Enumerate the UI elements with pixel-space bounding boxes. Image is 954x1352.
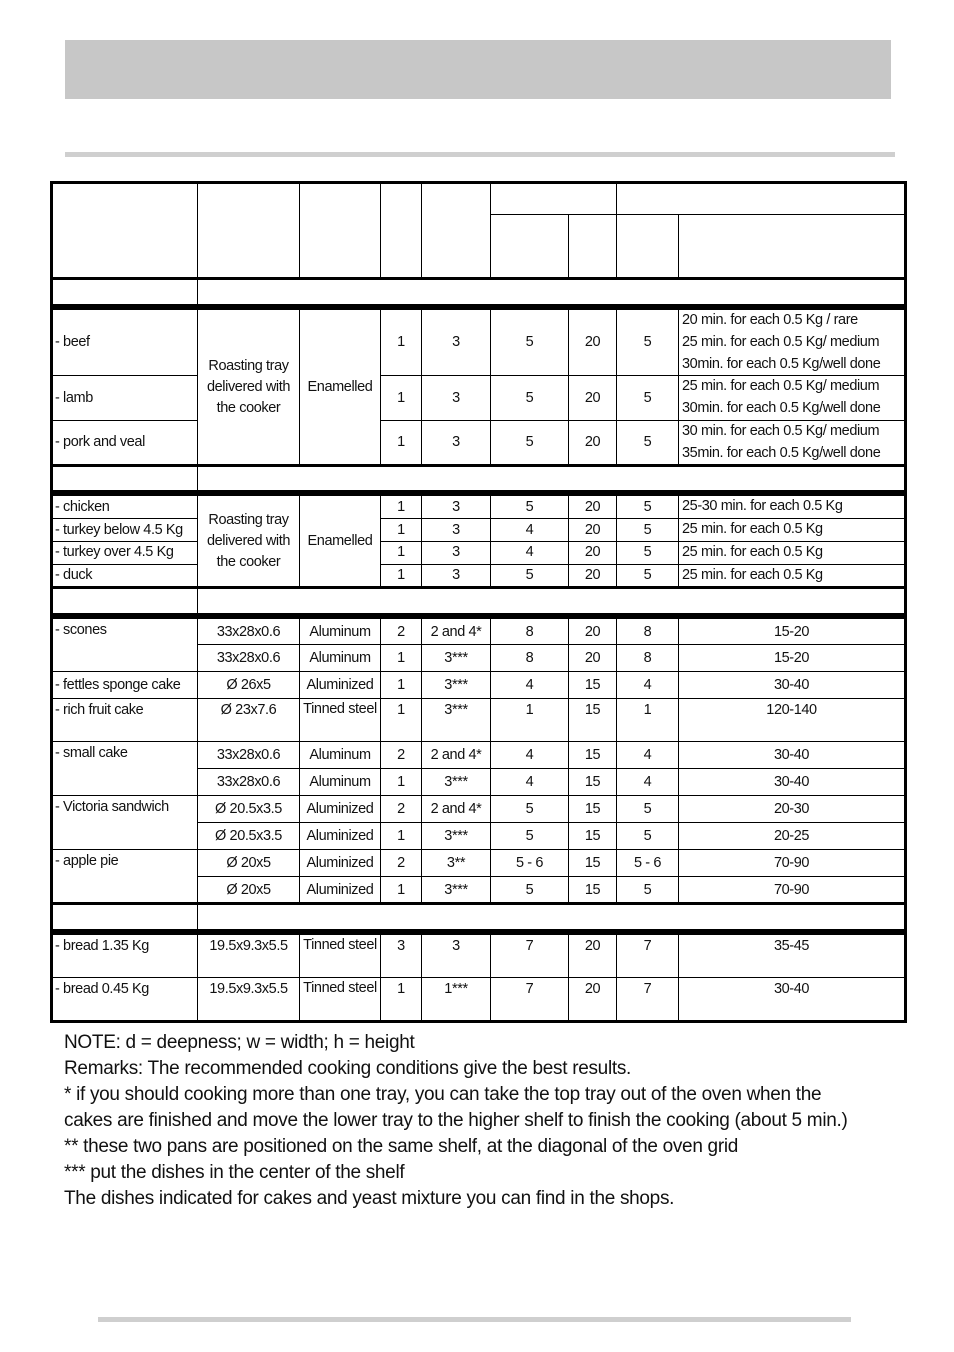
section-header-row [52,279,906,306]
section-label-cell [52,279,198,306]
level-cell: 3*** [422,645,491,672]
header-row-top [52,183,906,215]
value-cell: 5 [491,564,569,588]
shelf-cell: 2 [381,796,422,823]
value-cell: 8 [617,645,679,672]
level-cell: 3 [422,309,491,376]
dish-cell: Ø 20x5 [198,850,300,877]
time-cell: 70-90 [679,877,906,904]
food-cell: - beef [52,309,198,376]
material-cell: Aluminized [300,877,381,904]
level-cell: 3 [422,495,491,519]
section-header-row [52,588,906,615]
shelf-cell: 1 [381,420,422,466]
value-cell: 5 [617,420,679,466]
value-cell: 1 [617,699,679,742]
material-cell: Aluminized [300,823,381,850]
section-label-cell [198,466,906,492]
shelf-cell: 1 [381,699,422,742]
table-row [52,519,906,542]
remark-line: 30 min. for each 0.5 Kg/ medium [682,422,880,439]
value-cell: 20 [569,309,617,376]
table-row [52,742,906,769]
header-cell [617,183,906,215]
value-cell: 5 [491,309,569,376]
value-cell: 5 [617,877,679,904]
shelf-cell: 1 [381,564,422,588]
food-cell: - turkey over 4.5 Kg [52,541,198,564]
value-cell: 7 [491,978,569,1022]
header-cell [198,183,300,279]
value-cell: 15 [569,850,617,877]
level-cell: 3*** [422,769,491,796]
food-cell: - bread 1.35 Kg [52,934,198,978]
table-row [52,699,906,742]
value-cell: 5 [617,796,679,823]
remarks-cell: 25-30 min. for each 0.5 Kg [679,495,906,519]
value-cell: 15 [569,877,617,904]
value-cell: 20 [569,519,617,542]
shelf-cell: 1 [381,645,422,672]
table-row [52,850,906,877]
remark-line: 25 min. for each 0.5 Kg/ medium [682,378,880,395]
time-cell: 30-40 [679,978,906,1022]
shelf-cell: 1 [381,823,422,850]
value-cell: 20 [569,495,617,519]
dish-cell: Roasting tray delivered with the cooker [198,309,300,466]
food-cell: - duck [52,564,198,588]
food-cell: - chicken [52,495,198,519]
dish-cell: Ø 23x7.6 [198,699,300,742]
value-cell: 15 [569,796,617,823]
level-cell: 3 [422,564,491,588]
material-cell: Aluminum [300,769,381,796]
value-cell: 15 [569,742,617,769]
level-cell: 3 [422,541,491,564]
remark-line: 30min. for each 0.5 Kg/well done [682,355,881,372]
value-cell: 7 [617,978,679,1022]
material-cell: Enamelled [300,495,381,588]
value-cell: 20 [569,618,617,645]
note-line: Remarks: The recommended cooking conditions give the best results. [64,1058,632,1079]
section-label-cell [52,904,198,931]
time-cell: 30-40 [679,742,906,769]
level-cell: 3 [422,420,491,466]
level-cell: 2 and 4* [422,618,491,645]
value-cell: 5 [491,495,569,519]
material-cell: Aluminum [300,645,381,672]
value-cell: 7 [617,934,679,978]
header-cell [300,183,381,279]
note-line: ** these two pans are positioned on the same shelf, at the diagonal of the oven grid [64,1136,739,1157]
shelf-cell: 1 [381,672,422,699]
time-cell: 70-90 [679,850,906,877]
table-row [52,309,906,376]
header-cell [52,183,198,279]
notes-block [64,1030,904,1212]
material-cell: Aluminized [300,796,381,823]
table-row [52,672,906,699]
shelf-cell: 1 [381,541,422,564]
material-cell: Aluminum [300,742,381,769]
remarks-cell: 25 min. for each 0.5 Kg [679,564,906,588]
value-cell: 4 [491,742,569,769]
value-cell: 20 [569,376,617,421]
level-cell: 2 and 4* [422,742,491,769]
table-row [52,420,906,466]
value-cell: 4 [491,672,569,699]
value-cell: 5 [491,796,569,823]
header-cell [422,183,491,279]
value-cell: 20 [569,934,617,978]
remarks-cell [679,376,906,421]
header-band [65,40,891,99]
material-cell: Aluminized [300,672,381,699]
dish-cell: 33x28x0.6 [198,742,300,769]
section-label-cell [198,904,906,931]
note-line: The dishes indicated for cakes and yeast mixture you can find in the shops. [64,1188,675,1209]
value-cell: 20 [569,978,617,1022]
time-cell: 15-20 [679,618,906,645]
table-row [52,541,906,564]
table-row [52,564,906,588]
food-cell: - pork and veal [52,420,198,466]
value-cell: 4 [491,519,569,542]
header-cell [381,183,422,279]
level-cell: 3** [422,850,491,877]
value-cell: 5 [617,309,679,376]
header-divider [65,152,895,157]
remark-line: 25 min. for each 0.5 Kg/ medium [682,333,880,350]
time-cell: 20-30 [679,796,906,823]
material-cell: Tinned steel [300,699,381,742]
table-row [52,796,906,823]
level-cell: 2 and 4* [422,796,491,823]
value-cell: 5 - 6 [617,850,679,877]
level-cell: 3*** [422,823,491,850]
remark-line: 30min. for each 0.5 Kg/well done [682,400,881,416]
value-cell: 15 [569,672,617,699]
shelf-cell: 2 [381,742,422,769]
shelf-cell: 1 [381,769,422,796]
value-cell: 5 [617,495,679,519]
value-cell: 5 [491,823,569,850]
value-cell: 20 [569,645,617,672]
dish-cell: Ø 26x5 [198,672,300,699]
value-cell: 1 [491,699,569,742]
value-cell: 4 [491,769,569,796]
remarks-cell [679,420,906,466]
level-cell: 3*** [422,877,491,904]
value-cell: 4 [491,541,569,564]
value-cell: 20 [569,564,617,588]
section-label-cell [52,588,198,615]
shelf-cell: 1 [381,877,422,904]
cooking-table [50,181,907,1023]
time-cell: 30-40 [679,672,906,699]
section-header-row [52,904,906,931]
shelf-cell: 1 [381,376,422,421]
value-cell: 4 [617,672,679,699]
value-cell: 5 - 6 [491,850,569,877]
header-cell [679,215,906,279]
level-cell: 1*** [422,978,491,1022]
shelf-cell: 3 [381,934,422,978]
footer-divider [98,1317,851,1322]
food-cell: - apple pie [52,850,198,904]
note-line: * if you should cooking more than one tray, you can take the top tray out of the oven when the [64,1084,822,1105]
value-cell: 5 [491,376,569,421]
dish-cell: 33x28x0.6 [198,645,300,672]
dish-cell: 33x28x0.6 [198,769,300,796]
level-cell: 3 [422,376,491,421]
dish-cell: 19.5x9.3x5.5 [198,978,300,1022]
section-header-row [52,466,906,492]
time-cell: 20-25 [679,823,906,850]
value-cell: 7 [491,934,569,978]
time-cell: 15-20 [679,645,906,672]
note-line: NOTE: d = deepness; w = width; h = height [64,1032,415,1053]
value-cell: 20 [569,541,617,564]
food-cell: - lamb [52,376,198,421]
material-cell: Enamelled [300,309,381,466]
food-cell: - Victoria sandwich [52,796,198,850]
level-cell: 3*** [422,699,491,742]
material-cell: Aluminum [300,618,381,645]
value-cell: 5 [617,519,679,542]
value-cell: 15 [569,699,617,742]
food-cell: - rich fruit cake [52,699,198,742]
value-cell: 20 [569,420,617,466]
time-cell: 30-40 [679,769,906,796]
remark-line: 20 min. for each 0.5 Kg / rare [682,312,858,328]
time-cell: 35-45 [679,934,906,978]
header-cell [569,215,617,279]
dish-cell: Ø 20.5x3.5 [198,796,300,823]
value-cell: 5 [617,564,679,588]
shelf-cell: 1 [381,495,422,519]
value-cell: 5 [491,877,569,904]
shelf-cell: 2 [381,850,422,877]
value-cell: 4 [617,769,679,796]
table-row [52,495,906,519]
value-cell: 5 [617,823,679,850]
food-cell: - bread 0.45 Kg [52,978,198,1022]
material-cell: Tinned steel [300,978,381,1022]
food-cell: - small cake [52,742,198,796]
dish-cell: Roasting tray delivered with the cooker [198,495,300,588]
level-cell: 3 [422,934,491,978]
shelf-cell: 1 [381,519,422,542]
level-cell: 3 [422,519,491,542]
value-cell: 4 [617,742,679,769]
material-cell: Tinned steel [300,934,381,978]
remark-line: 35min. for each 0.5 Kg/well done [682,444,881,461]
table-row [52,934,906,978]
value-cell: 5 [491,420,569,466]
remarks-cell: 25 min. for each 0.5 Kg [679,519,906,542]
note-line: *** put the dishes in the center of the shelf [64,1162,405,1183]
remarks-cell [679,309,906,376]
table-row [52,376,906,421]
value-cell: 15 [569,823,617,850]
value-cell: 8 [491,618,569,645]
value-cell: 8 [617,618,679,645]
table-row [52,618,906,645]
note-line: cakes are finished and move the lower tray to the higher shelf to finish the cooking (about 5 min.) [64,1110,848,1131]
dish-cell: Ø 20x5 [198,877,300,904]
food-cell: - turkey below 4.5 Kg [52,519,198,542]
value-cell: 15 [569,769,617,796]
header-cell [491,183,617,215]
dish-cell: Ø 20.5x3.5 [198,823,300,850]
shelf-cell: 1 [381,309,422,376]
shelf-cell: 1 [381,978,422,1022]
remarks-cell: 25 min. for each 0.5 Kg [679,541,906,564]
header-cell [617,215,679,279]
level-cell: 3*** [422,672,491,699]
dish-cell: 33x28x0.6 [198,618,300,645]
time-cell: 120-140 [679,699,906,742]
dish-cell: 19.5x9.3x5.5 [198,934,300,978]
food-cell: - fettles sponge cake [52,672,198,699]
value-cell: 5 [617,541,679,564]
value-cell: 5 [617,376,679,421]
table-row [52,978,906,1022]
section-label-cell [198,279,906,306]
header-cell [491,215,569,279]
food-cell: - scones [52,618,198,672]
value-cell: 8 [491,645,569,672]
section-label-cell [52,466,198,492]
material-cell: Aluminized [300,850,381,877]
shelf-cell: 2 [381,618,422,645]
section-label-cell [198,588,906,615]
